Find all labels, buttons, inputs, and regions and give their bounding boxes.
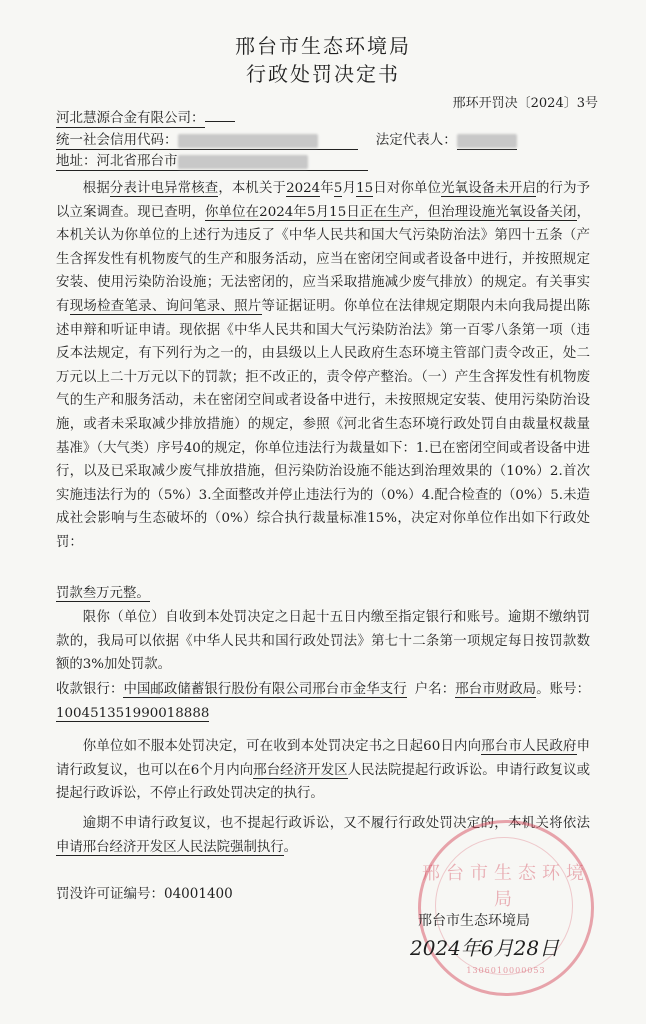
text: 的行为予以立案调查。现已查明， — [56, 181, 591, 220]
payee-label: 户名： — [414, 682, 456, 697]
text: 你单位如不服本处罚决定，可在收到本处罚决定书之日起60日内向 — [82, 739, 482, 754]
text: 年 — [320, 181, 334, 196]
text: 根据 — [82, 181, 110, 196]
court-district: 邢台经济开发区 — [253, 762, 348, 778]
redacted-legal-rep — [457, 134, 517, 148]
paragraph-facts — [56, 177, 590, 555]
text: ，本机关认为你单位的上述行为违反了《中华人民共和国大气污染防治法》第四十五条（产生含挥发性有机物废气的生产和服务活动，应当在密闭空间或者设备中进行，并按照规定安装、使用污染防治设施；无法密闭的，应当采取措施减少废气排放）的规定。有关事实有 — [56, 204, 591, 314]
address-label: 地址：河北省邢台市 — [56, 153, 178, 169]
text: 逾期不申请行政复议，也不提起行政诉讼，又不履行行政处罚决定的，本机关将依法 — [82, 816, 590, 831]
review-authority: 邢台市人民政府 — [481, 739, 577, 754]
case-source: 分表计电异常核查 — [109, 181, 219, 196]
signing-authority: 邢台市生态环境局 — [418, 913, 530, 929]
text: ，本机关于 — [218, 181, 287, 196]
bank-label: 收款银行： — [56, 682, 124, 697]
penalty-line — [56, 582, 590, 606]
document-type-title: 行政处罚决定书 — [246, 62, 400, 86]
legal-rep-label: 法定代表人： — [375, 132, 457, 148]
payee: 邢台市财政局 — [455, 682, 537, 697]
findings: 你单位在2024年5月15日正在生产，但治理设施光氧设备关闭 — [205, 204, 577, 220]
text: 等证据证明。你单位在法律规定期限内未向我局提出陈述申辩和听证申请。现依据《中华人民共和国大气污染防治法》第一百零八条第一项（违反本法规定，有下列行为之一的，由县级以上人民政府生态环境主管部门责令改正，处二万元以上二十万元以下的罚款；拒不改正的，责令停产整治。（一）产生含挥发性有机物废气的生产和服务活动，未在密闭空间或者设备中进行，未按照规定安装、使用污染防治设施，或者未采取减少排放措施）的规定，参照《河北省生态环境行政处罚自由裁量权裁量基准》（大气类）序号40的规定，你单位违法行为裁量如下：1.已在密闭空间或者设备中进行，以及已采取减少废气排放措施，但污染防治设施不能达到治理效果的（10%）2.首次实施违法行为的（5%）3.全面整改并停止违法行为的（0%）4.配合检查的（0%）5.未造成社会影响与生态破坏的（0%）综合执行裁量标准15%，决定对你单位作出如下行政处罚： — [56, 298, 591, 550]
text: 人民法院提起行政诉讼。申请行政复议或提起行政诉讼，不停止行政处罚决定的执行。 — [56, 762, 591, 802]
evidence: 现场检查笔录、询问笔录、照片 — [69, 298, 262, 314]
bank-info — [56, 678, 590, 725]
party-name: 河北慧源合金有限公司： — [56, 110, 205, 126]
seal-text: 邢台市生态环境局 — [422, 863, 590, 910]
text: 。 — [283, 839, 298, 855]
case-day: 15 — [356, 181, 374, 196]
case-year: 2024 — [286, 181, 321, 196]
account-number: 100451351990018888 — [56, 705, 210, 721]
text: 日对你单位 — [373, 181, 442, 196]
text: 月 — [342, 181, 357, 196]
document-number: 邢环开罚决〔2024〕3号 — [452, 96, 598, 111]
redacted-credit-code — [178, 134, 318, 148]
enforcement-court: 申请邢台经济开发区人民法院强制执行 — [56, 839, 284, 855]
decision-body — [56, 177, 590, 555]
party-name-line — [56, 110, 622, 126]
penalty-amount: 罚款叁万元整。 — [56, 586, 150, 601]
credit-code-label: 统一社会信用代码： — [56, 132, 178, 148]
official-seal — [418, 820, 594, 996]
appeal-paragraph — [56, 735, 590, 806]
permit-number: 罚没许可证编号：04001400 — [56, 886, 233, 902]
payment-paragraph: 限你（单位）自收到本处罚决定之日起十五日内缴至指定银行和账号。逾期不缴纳罚款的，我局可以依据《中华人民共和国行政处罚法》第七十二条第一项规定每日按罚款数额的3%加处罚款。 — [56, 610, 590, 673]
account-label: 。账号： — [536, 682, 591, 697]
text: 申请行政复议，也可以在6个月内向 — [56, 739, 590, 778]
address-line — [56, 153, 622, 169]
credit-code-line — [56, 132, 622, 148]
seal-number: 1306010000053 — [466, 966, 546, 975]
case-month: 5 — [333, 181, 343, 196]
signing-date: 2024年6月28日 — [410, 936, 560, 960]
violation: 光氧设备未开启 — [441, 181, 536, 196]
issuing-authority-title: 邢台市生态环境局 — [235, 34, 411, 58]
bank-name: 中国邮政储蓄银行股份有限公司邢台市金华支行 — [123, 682, 407, 697]
redacted-address — [178, 155, 308, 169]
